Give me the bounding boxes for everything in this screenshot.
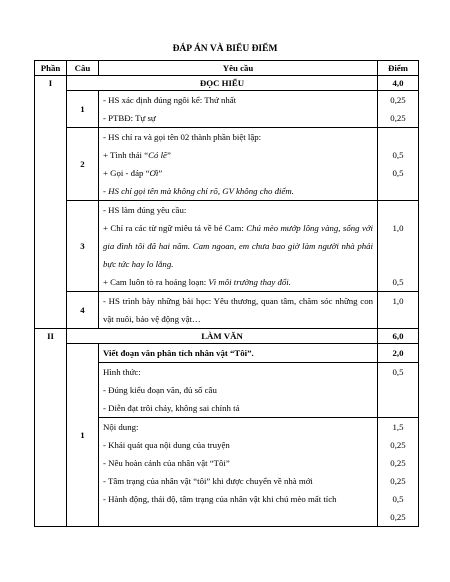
section-row	[35, 76, 419, 91]
score-value: 0,25	[390, 476, 406, 486]
score-value: 0,25	[390, 512, 406, 522]
answer-line: + Cam luôn tò ra hoảng loạn: Vì môi trường thay đổi.	[103, 277, 291, 287]
table-row	[35, 128, 419, 201]
section-title: LÀM VĂN	[67, 329, 378, 344]
answer-line: - HS làm đúng yêu cầu:	[103, 205, 187, 215]
answer-line: - Diễn đạt trôi chảy, không sai chính tả	[103, 403, 240, 413]
question-number: 1	[67, 344, 99, 527]
answer-table	[34, 60, 419, 527]
score-value: 0,5	[392, 150, 404, 160]
section-score: 6,0	[378, 329, 419, 344]
answer-paragraph: - Hành động, thái độ, tâm trạng của nhân vật khi chú mèo mất tích	[103, 494, 337, 504]
section-title: ĐỌC HIỂU	[67, 76, 378, 91]
score-value: 0,25	[390, 458, 406, 468]
answer-line: - HS chỉ ra và gọi tên 02 thành phần biệt lập:	[103, 132, 262, 142]
question-number: 1	[67, 91, 99, 128]
answer-line: - Tâm trạng của nhân vật “tôi” khi được chuyển về nhà mới	[103, 476, 313, 486]
answer-paragraph: + Chỉ ra các từ ngữ miêu tả về bé Cam: Chú mèo mướp lông vàng, sống với gia đình tôi đã hai năm. Cam ngoan, em chưa bao giờ làm người nhà phải bực tức hay lo lắng.	[103, 223, 373, 269]
section-part-number: II	[35, 329, 67, 527]
question-number: 3	[67, 201, 99, 292]
question-number: 4	[67, 292, 99, 329]
answer-line: - HS xác định đúng ngôi kể: Thứ nhất	[103, 95, 237, 105]
criteria-title: Nội dung:	[103, 422, 139, 432]
score-value: 0,25	[390, 113, 406, 123]
answer-paragraph: - HS trình bày những bài học: Yêu thương, quan tâm, chăm sóc những con vật nuôi, bảo vệ động vật…	[103, 296, 373, 324]
section-row	[35, 329, 419, 344]
answer-line: + Gọi - đáp “Ơi”	[103, 168, 163, 178]
criteria-title: Hình thức:	[103, 367, 141, 377]
score-value: 1,0	[392, 296, 404, 306]
score-value: 0,5	[392, 494, 404, 504]
section-score: 4,0	[378, 76, 419, 91]
header-score: Điểm	[378, 61, 419, 76]
score-value: 1,0	[392, 223, 404, 233]
page-title: ĐÁP ÁN VÀ BIỂU ĐIỂM	[172, 44, 278, 54]
score-value: 0,5	[392, 277, 404, 287]
question-number: 2	[67, 128, 99, 201]
score-value: 0,25	[390, 95, 406, 105]
table-header-row	[35, 61, 419, 76]
section-part-number: I	[35, 76, 67, 329]
table-row	[35, 201, 419, 292]
answer-line: - Nêu hoàn cảnh của nhân vật “Tôi”	[103, 458, 230, 468]
score-value: 2,0	[392, 348, 404, 358]
answer-line: - Khái quát qua nội dung của truyện	[103, 440, 230, 450]
header-part: Phần	[35, 61, 67, 76]
answer-line: - PTBĐ: Tự sự	[103, 113, 156, 123]
header-question: Câu	[67, 61, 99, 76]
answer-line: + Tình thái “Có lẽ”	[103, 150, 171, 160]
score-value: 0,25	[390, 440, 406, 450]
table-row	[35, 91, 419, 128]
score-value: 0,5	[392, 367, 404, 377]
header-requirement: Yêu cầu	[99, 61, 378, 76]
answer-line: - HS chỉ gọi tên mà không chỉ rõ, GV không cho điểm.	[103, 186, 294, 196]
answer-line: - Đúng kiểu đoạn văn, đủ số câu	[103, 385, 217, 395]
score-value: 0,5	[392, 168, 404, 178]
score-value: 1,5	[392, 422, 404, 432]
table-row	[35, 292, 419, 329]
table-row	[35, 344, 419, 363]
task-title: Viết đoạn văn phân tích nhân vật “Tôi”.	[103, 348, 254, 358]
